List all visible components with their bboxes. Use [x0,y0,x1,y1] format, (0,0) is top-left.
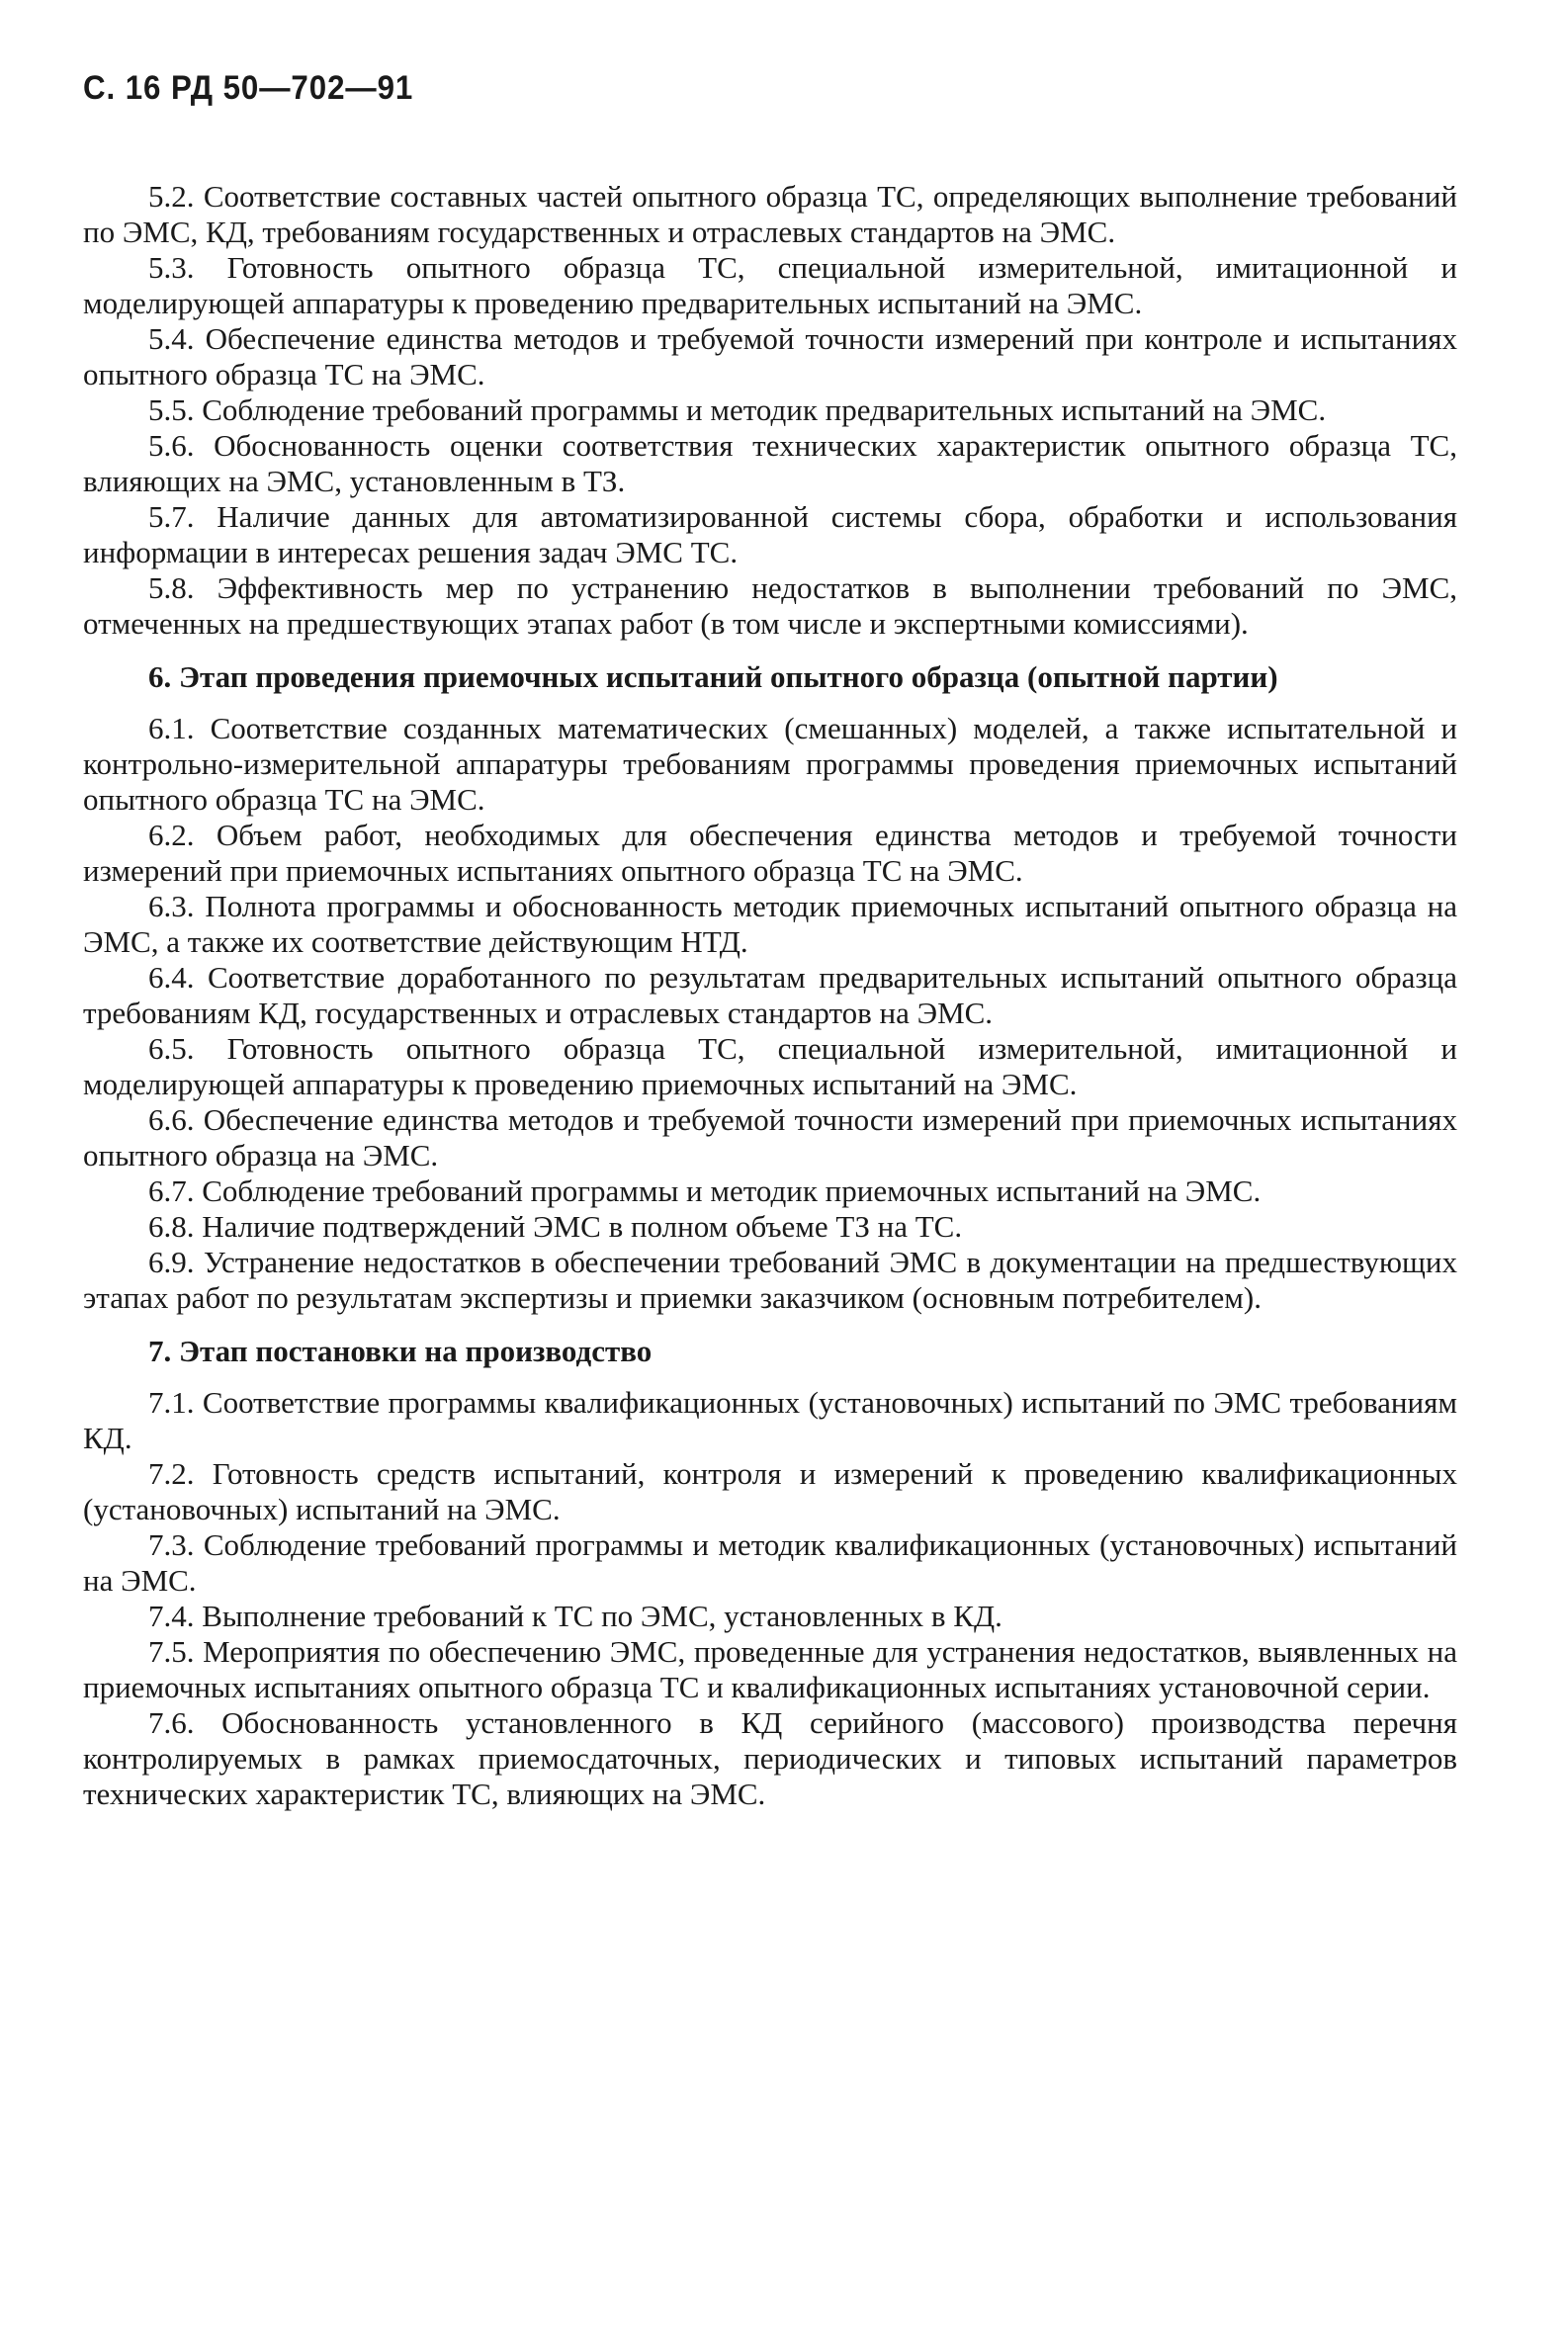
list-item: 7.6. Обоснованность установленного в КД серийного (массового) производства перечня контролируемых в рамках приемосдаточных, периодических и типовых испытаний параметров технических характеристик ТС, влияющих на ЭМС. [83,1705,1457,1811]
document-page [83,69,1457,2323]
list-item: 5.5. Соблюдение требований программы и методик предварительных испытаний на ЭМС. [148,392,1327,427]
list-item: 6.3. Полнота программы и обоснованность методик приемочных испытаний опытного образца на ЭМС, а также их соответствие действующим НТД. [83,889,1457,959]
section-6-heading: 6. Этап проведения приемочных испытаний опытного образца (опытной партии) [148,659,1278,694]
page-header: С. 16 РД 50—702—91 [83,69,414,107]
list-item: 6.1. Соответствие созданных математических (смешанных) моделей, а также испытательной и контрольно-измерительной аппаратуры требованиям программы проведения приемочных испытаний опытного образца ТС на ЭМС. [83,711,1457,817]
list-item: 7.5. Мероприятия по обеспечению ЭМС, проведенные для устранения недостатков, выявленных на приемочных испытаниях опытного образца ТС и квалификационных испытаниях установочной серии. [83,1634,1457,1704]
list-item: 7.1. Соответствие программы квалификационных (установочных) испытаний по ЭМС требованиям КД. [83,1385,1457,1455]
list-item: 7.2. Готовность средств испытаний, контроля и измерений к проведению квалификационных (установочных) испытаний на ЭМС. [83,1456,1457,1526]
list-item: 6.9. Устранение недостатков в обеспечении требований ЭМС в документации на предшествующих этапах работ по результатам экспертизы и приемки заказчиком (основным потребителем). [83,1245,1457,1315]
list-item: 6.6. Обеспечение единства методов и требуемой точности измерений при приемочных испытаниях опытного образца на ЭМС. [83,1102,1457,1172]
list-item: 6.2. Объем работ, необходимых для обеспечения единства методов и требуемой точности измерений при приемочных испытаниях опытного образца ТС на ЭМС. [83,818,1457,888]
list-item: 5.3. Готовность опытного образца ТС, специальной измерительной, имитационной и моделирующей аппаратуры к проведению предварительных испытаний на ЭМС. [83,250,1457,320]
list-item: 5.8. Эффективность мер по устранению недостатков в выполнении требований по ЭМС, отмеченных на предшествующих этапах работ (в том числе и экспертными комиссиями). [83,570,1457,641]
section-7-heading: 7. Этап постановки на производство [148,1334,653,1368]
list-item: 5.4. Обеспечение единства методов и требуемой точности измерений при контроле и испытаниях опытного образца ТС на ЭМС. [83,321,1457,391]
list-item: 6.4. Соответствие доработанного по результатам предварительных испытаний опытного образца требованиям КД, государственных и отраслевых стандартов на ЭМС. [83,960,1457,1030]
list-item: 6.7. Соблюдение требований программы и методик приемочных испытаний на ЭМС. [148,1173,1262,1208]
list-item: 5.2. Соответствие составных частей опытного образца ТС, определяющих выполнение требований по ЭМС, КД, требованиям государственных и отраслевых стандартов на ЭМС. [83,179,1457,249]
list-item: 6.8. Наличие подтверждений ЭМС в полном объеме ТЗ на ТС. [148,1209,963,1244]
list-item: 6.5. Готовность опытного образца ТС, специальной измерительной, имитационной и моделирующей аппаратуры к проведению приемочных испытаний на ЭМС. [83,1031,1457,1101]
section-6-list [83,711,1457,1316]
list-item: 5.7. Наличие данных для автоматизированной системы сбора, обработки и использования информации в интересах решения задач ЭМС ТС. [83,499,1457,569]
list-item: 7.3. Соблюдение требований программы и методик квалификационных (установочных) испытаний на ЭМС. [83,1527,1457,1598]
section-5-list [83,179,1457,642]
section-7-list [83,1385,1457,1812]
list-item: 7.4. Выполнение требований к ТС по ЭМС, установленных в КД. [148,1599,1002,1633]
list-item: 5.6. Обоснованность оценки соответствия технических характеристик опытного образца ТС, влияющих на ЭМС, установленным в ТЗ. [83,428,1457,498]
